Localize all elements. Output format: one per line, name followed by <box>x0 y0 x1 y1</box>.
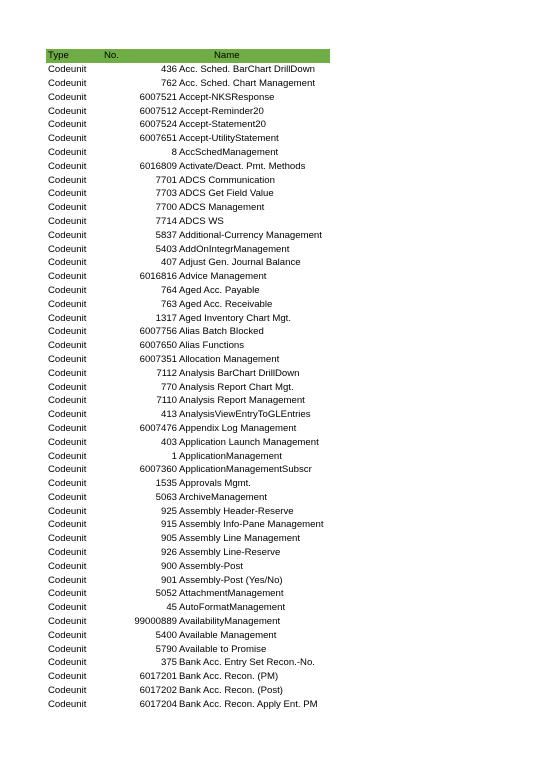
cell-type: Codeunit <box>48 77 87 89</box>
table-row <box>46 118 330 132</box>
table-row <box>46 532 330 546</box>
cell-no: 915 <box>160 519 177 531</box>
table-row <box>46 228 330 242</box>
table-row <box>46 256 330 270</box>
cell-type: Codeunit <box>48 671 87 683</box>
cell-type: Codeunit <box>48 298 87 310</box>
cell-no: 6007360 <box>139 464 177 476</box>
cell-name: AutoFormatManagement <box>179 602 286 614</box>
cell-type: Codeunit <box>48 698 87 710</box>
cell-no: 6007651 <box>139 133 177 145</box>
table-row <box>46 297 330 311</box>
table-row <box>46 394 330 408</box>
cell-name: AvailabilityManagement <box>179 616 281 628</box>
cell-name: Alias Batch Blocked <box>179 326 264 338</box>
cell-no: 926 <box>160 547 177 559</box>
cell-no: 5052 <box>155 588 177 600</box>
cell-no: 764 <box>160 284 177 296</box>
cell-no: 7112 <box>156 367 177 379</box>
cell-type: Codeunit <box>48 91 87 103</box>
cell-no: 375 <box>160 657 177 669</box>
cell-name: ApplicationManagementSubscr <box>179 464 312 476</box>
cell-name: ArchiveManagement <box>179 491 267 503</box>
cell-name: Appendix Log Management <box>179 422 297 434</box>
cell-no: 436 <box>160 64 177 76</box>
table-row <box>46 132 330 146</box>
cell-name: Available Management <box>179 629 277 641</box>
cell-no: 900 <box>160 560 177 572</box>
cell-no: 1317 <box>155 312 177 324</box>
cell-type: Codeunit <box>48 215 87 227</box>
cell-no: 1535 <box>155 478 177 490</box>
cell-name: AttachmentManagement <box>179 588 284 600</box>
cell-name: Acc. Sched. BarChart DrillDown <box>179 64 315 76</box>
table-row <box>46 311 330 325</box>
cell-type: Codeunit <box>48 353 87 365</box>
cell-name: Analysis Report Management <box>179 395 305 407</box>
cell-no: 6007524 <box>139 119 177 131</box>
cell-no: 1 <box>171 450 177 462</box>
cell-no: 5063 <box>155 491 177 503</box>
cell-type: Codeunit <box>48 478 87 490</box>
cell-type: Codeunit <box>48 491 87 503</box>
table-row <box>46 215 330 229</box>
table-row <box>46 477 330 491</box>
cell-no: 7701 <box>155 174 177 186</box>
cell-type: Codeunit <box>48 505 87 517</box>
cell-type: Codeunit <box>48 560 87 572</box>
cell-type: Codeunit <box>48 519 87 531</box>
cell-no: 5837 <box>155 229 177 241</box>
header-type: Type <box>48 50 69 62</box>
cell-no: 6007351 <box>139 353 177 365</box>
cell-type: Codeunit <box>48 367 87 379</box>
cell-no: 6017204 <box>139 698 177 710</box>
cell-type: Codeunit <box>48 243 87 255</box>
table-row <box>46 573 330 587</box>
cell-type: Codeunit <box>48 202 87 214</box>
cell-no: 6016809 <box>139 160 177 172</box>
cell-type: Codeunit <box>48 105 87 117</box>
table-row <box>46 559 330 573</box>
table-row <box>46 463 330 477</box>
table-row <box>46 146 330 160</box>
cell-type: Codeunit <box>48 284 87 296</box>
cell-type: Codeunit <box>48 340 87 352</box>
cell-type: Codeunit <box>48 119 87 131</box>
cell-type: Codeunit <box>48 395 87 407</box>
table-header-row <box>46 49 330 63</box>
table-row <box>46 601 330 615</box>
table-row <box>46 587 330 601</box>
cell-name: Approvals Mgmt. <box>179 478 251 490</box>
cell-name: Aged Acc. Payable <box>179 284 260 296</box>
cell-name: Activate/Deact. Pmt. Methods <box>179 160 306 172</box>
cell-no: 763 <box>160 298 177 310</box>
cell-name: Assembly Info-Pane Management <box>179 519 324 531</box>
cell-no: 5400 <box>155 629 177 641</box>
cell-type: Codeunit <box>48 133 87 145</box>
table-row <box>46 77 330 91</box>
cell-type: Codeunit <box>48 257 87 269</box>
table-row <box>46 628 330 642</box>
cell-name: Analysis Report Chart Mgt. <box>179 381 294 393</box>
spreadsheet-table <box>46 49 330 711</box>
cell-no: 6007650 <box>139 340 177 352</box>
cell-no: 6007521 <box>139 91 177 103</box>
cell-no: 7703 <box>155 188 177 200</box>
cell-name: Available to Promise <box>179 643 267 655</box>
table-row <box>46 284 330 298</box>
table-row <box>46 546 330 560</box>
cell-name: Assembly Line-Reserve <box>179 547 281 559</box>
table-row <box>46 63 330 77</box>
cell-no: 925 <box>160 505 177 517</box>
cell-type: Codeunit <box>48 174 87 186</box>
table-row <box>46 491 330 505</box>
cell-name: ADCS Get Field Value <box>179 188 274 200</box>
table-row <box>46 615 330 629</box>
cell-type: Codeunit <box>48 464 87 476</box>
cell-type: Codeunit <box>48 616 87 628</box>
table-row <box>46 270 330 284</box>
cell-name: Bank Acc. Recon. (PM) <box>179 671 279 683</box>
cell-name: ADCS WS <box>179 215 224 227</box>
cell-no: 770 <box>160 381 177 393</box>
cell-name: Accept-UtilityStatement <box>179 133 279 145</box>
table-row <box>46 187 330 201</box>
cell-no: 6007756 <box>139 326 177 338</box>
cell-type: Codeunit <box>48 326 87 338</box>
cell-name: Advice Management <box>179 271 267 283</box>
table-row <box>46 504 330 518</box>
cell-name: AccSchedManagement <box>179 146 279 158</box>
cell-name: Assembly-Post <box>179 560 243 572</box>
cell-no: 905 <box>160 533 177 545</box>
cell-type: Codeunit <box>48 574 87 586</box>
cell-no: 407 <box>160 257 177 269</box>
table-row <box>46 684 330 698</box>
cell-no: 6017201 <box>139 671 177 683</box>
table-row <box>46 670 330 684</box>
cell-no: 5790 <box>155 643 177 655</box>
table-row <box>46 697 330 711</box>
cell-type: Codeunit <box>48 188 87 200</box>
table-row <box>46 104 330 118</box>
cell-type: Codeunit <box>48 588 87 600</box>
header-name: Name <box>214 50 240 62</box>
cell-name: Allocation Management <box>179 353 280 365</box>
cell-name: Accept-Reminder20 <box>179 105 264 117</box>
cell-no: 5403 <box>155 243 177 255</box>
table-row <box>46 325 330 339</box>
cell-name: Assembly-Post (Yes/No) <box>179 574 283 586</box>
cell-name: Assembly Line Management <box>179 533 301 545</box>
cell-name: Bank Acc. Recon. (Post) <box>179 685 283 697</box>
cell-name: Analysis BarChart DrillDown <box>179 367 300 379</box>
cell-no: 762 <box>160 77 177 89</box>
cell-no: 901 <box>160 574 177 586</box>
table-row <box>46 159 330 173</box>
cell-type: Codeunit <box>48 436 87 448</box>
table-row <box>46 435 330 449</box>
cell-name: Aged Inventory Chart Mgt. <box>179 312 291 324</box>
cell-name: Accept-Statement20 <box>179 119 266 131</box>
table-row <box>46 353 330 367</box>
cell-no: 6016816 <box>139 271 177 283</box>
table-row <box>46 408 330 422</box>
cell-name: AddOnIntegrManagement <box>179 243 290 255</box>
cell-no: 7714 <box>155 215 177 227</box>
table-row <box>46 242 330 256</box>
table-row <box>46 422 330 436</box>
cell-name: Alias Functions <box>179 340 245 352</box>
table-row <box>46 90 330 104</box>
cell-type: Codeunit <box>48 229 87 241</box>
cell-type: Codeunit <box>48 64 87 76</box>
table-row <box>46 656 330 670</box>
cell-type: Codeunit <box>48 450 87 462</box>
cell-type: Codeunit <box>48 547 87 559</box>
cell-no: 6007512 <box>139 105 177 117</box>
cell-no: 45 <box>166 602 177 614</box>
cell-type: Codeunit <box>48 160 87 172</box>
table-row <box>46 366 330 380</box>
cell-type: Codeunit <box>48 422 87 434</box>
cell-no: 6007476 <box>139 422 177 434</box>
cell-name: Application Launch Management <box>179 436 319 448</box>
table-row <box>46 173 330 187</box>
cell-name: Accept-NKSResponse <box>179 91 275 103</box>
cell-no: 403 <box>160 436 177 448</box>
cell-type: Codeunit <box>48 685 87 697</box>
cell-type: Codeunit <box>48 271 87 283</box>
cell-type: Codeunit <box>48 146 87 158</box>
cell-name: Bank Acc. Recon. Apply Ent. PM <box>179 698 318 710</box>
cell-name: Bank Acc. Entry Set Recon.-No. <box>179 657 315 669</box>
cell-name: ApplicationManagement <box>179 450 282 462</box>
cell-type: Codeunit <box>48 533 87 545</box>
cell-type: Codeunit <box>48 381 87 393</box>
cell-name: Assembly Header-Reserve <box>179 505 294 517</box>
cell-no: 413 <box>160 409 177 421</box>
cell-no: 99000889 <box>134 616 177 628</box>
cell-name: Acc. Sched. Chart Management <box>179 77 315 89</box>
cell-name: ADCS Management <box>179 202 265 214</box>
table-row <box>46 642 330 656</box>
cell-no: 6017202 <box>139 685 177 697</box>
table-row <box>46 518 330 532</box>
cell-no: 8 <box>171 146 177 158</box>
cell-type: Codeunit <box>48 409 87 421</box>
cell-name: Aged Acc. Receivable <box>179 298 273 310</box>
cell-name: AnalysisViewEntryToGLEntries <box>179 409 311 421</box>
cell-type: Codeunit <box>48 629 87 641</box>
cell-no: 7110 <box>156 395 177 407</box>
cell-name: Additional-Currency Management <box>179 229 322 241</box>
cell-no: 7700 <box>155 202 177 214</box>
cell-type: Codeunit <box>48 657 87 669</box>
table-row <box>46 380 330 394</box>
cell-type: Codeunit <box>48 312 87 324</box>
header-no: No. <box>104 50 119 62</box>
table-row <box>46 201 330 215</box>
cell-name: ADCS Communication <box>179 174 275 186</box>
cell-name: Adjust Gen. Journal Balance <box>179 257 301 269</box>
cell-type: Codeunit <box>48 602 87 614</box>
table-row <box>46 449 330 463</box>
table-row <box>46 339 330 353</box>
cell-type: Codeunit <box>48 643 87 655</box>
table-body <box>46 63 330 711</box>
